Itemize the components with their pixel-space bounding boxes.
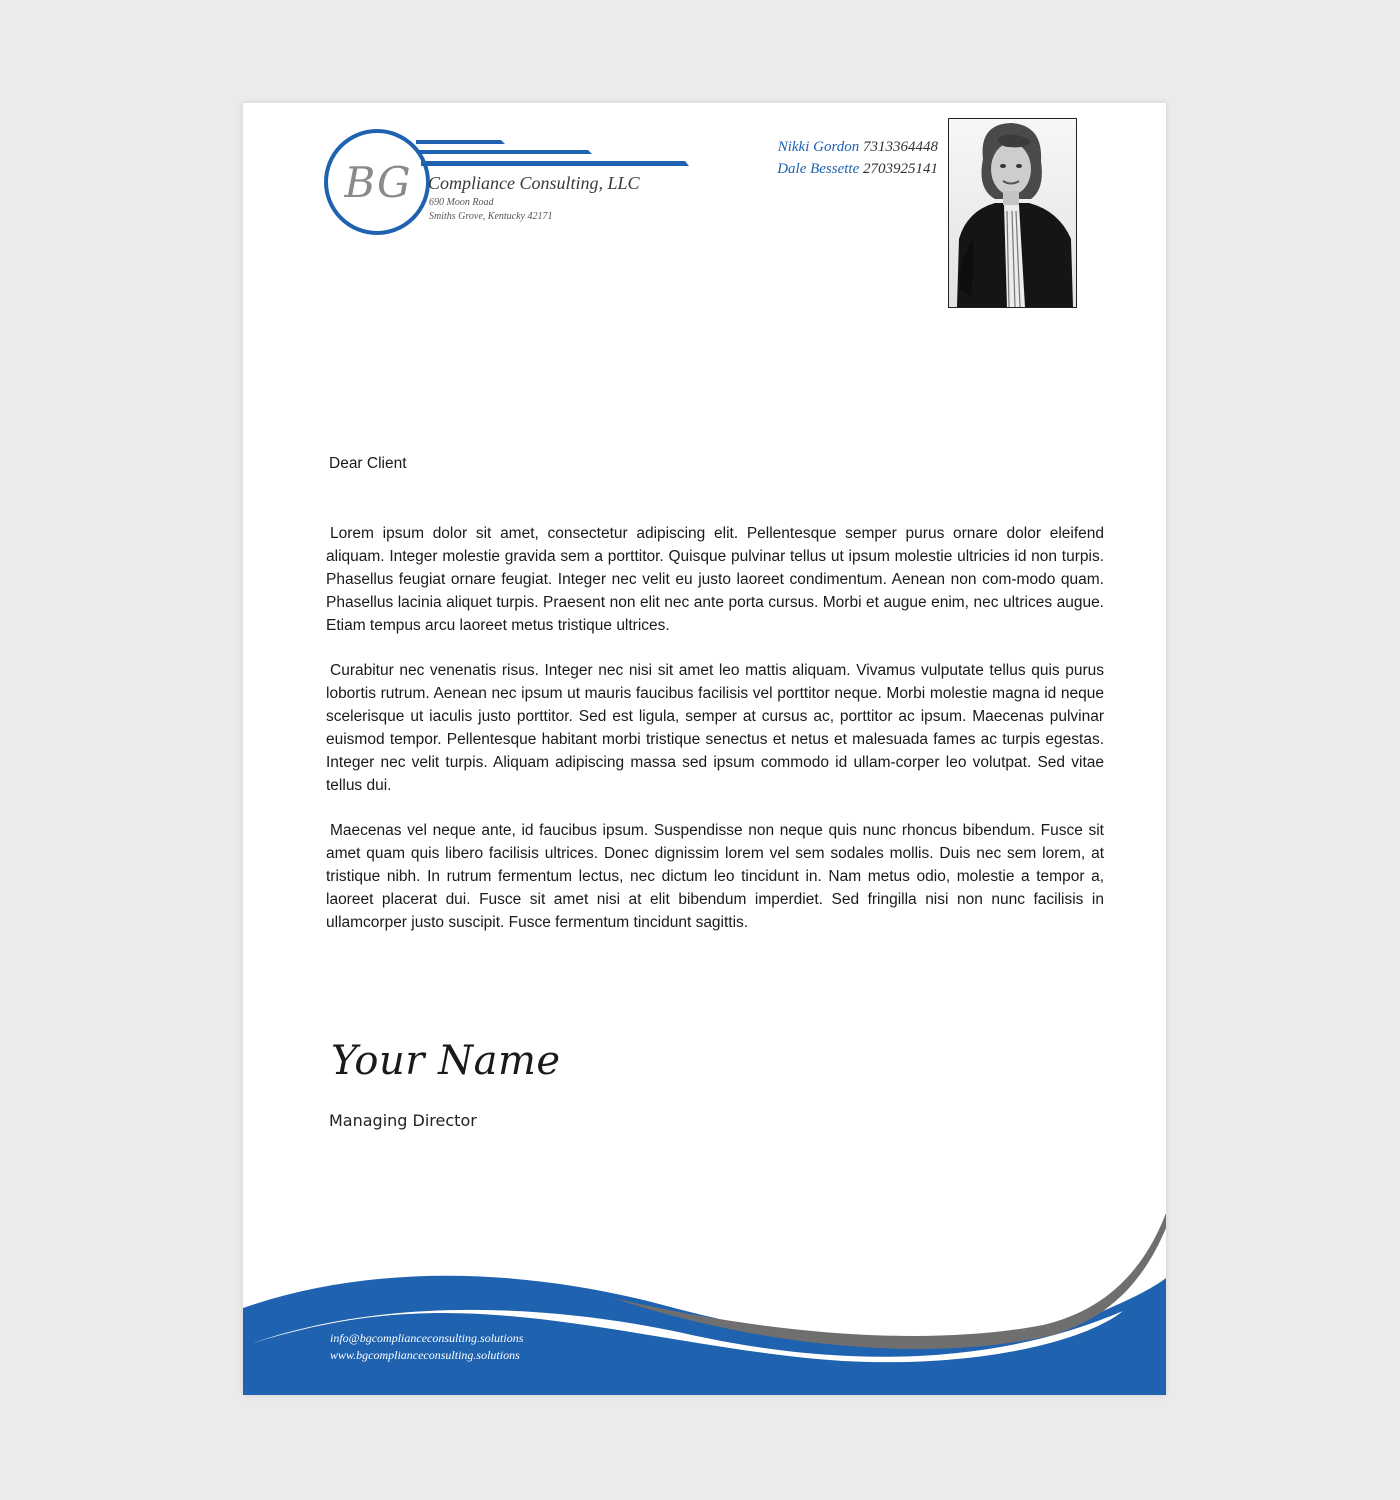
contact-row <box>777 158 938 180</box>
address-line-1: 690 Moon Road <box>429 197 494 208</box>
footer-wave <box>243 1193 1166 1395</box>
contact-name: Dale Bessette <box>777 161 860 177</box>
contact-phone: 7313364448 <box>863 139 938 155</box>
contact-phone: 2703925141 <box>863 161 938 177</box>
contact-row <box>777 136 938 158</box>
letter-greeting: Dear Client <box>329 455 407 472</box>
letter-paragraph: Curabitur nec venenatis risus. Integer nec nisi sit amet leo mattis aliquam. Vivamus vulputate tellus quis purus lobortis rutrum. Aenean nec ipsum ut mauris faucibus facilisis vel porttitor neque. Morbi molestie magna id neque scelerisque ut iaculis justo porttitor. Sed est ligula, semper at cursus ac, porttitor ac ipsum. Maecenas pulvinar euismod tempor. Pellentesque habitant morbi tristique senectus et netus et malesuada fames ac turpis egestas. Integer nec velit turpis. Aliquam adipiscing massa sed ipsum commodo id ullam-corper leo volutpat. Sed vitae tellus dui. <box>326 662 1104 794</box>
footer-website: www.bgcomplianceconsulting.solutions <box>330 1348 520 1362</box>
signature-title: Managing Director <box>329 1111 477 1130</box>
contact-list <box>777 136 938 180</box>
letter-paragraph: Lorem ipsum dolor sit amet, consectetur adipiscing elit. Pellentesque semper purus ornare dolor eleifend aliquam. Integer molestie gravida sem a porttitor. Quisque pulvinar tellus ut ipsum molestie ultricies id non turpis. Phasellus feugiat ornare feugiat. Integer nec velit eu justo laoreet condimentum. Aenean non com-modo quam. Phasellus lacinia aliquet turpis. Praesent non elit nec ante porta cursus. Morbi et augue enim, nec ultrices augue. Etiam tempus arcu laoreet metus tristique ultrices. <box>326 525 1104 634</box>
footer-email: info@bgcomplianceconsulting.solutions <box>330 1331 524 1345</box>
address-line-2: Smiths Grove, Kentucky 42171 <box>429 211 553 222</box>
company-name: Compliance Consulting, LLC <box>428 173 640 193</box>
contact-name: Nikki Gordon <box>777 139 860 155</box>
logo-monogram: BG <box>344 158 412 207</box>
signature: Your Name <box>331 1038 561 1084</box>
portrait-photo <box>948 118 1077 308</box>
letterhead-page <box>243 103 1166 1395</box>
letter-paragraph: Maecenas vel neque ante, id faucibus ipsum. Suspendisse non neque quis nunc rhoncus bibendum. Fusce sit amet quam quis libero facilisis ultrices. Donec dignissim lorem vel sem sodales mollis. Duis nec sem lorem, at tristique nibh. In rutrum fermentum lectus, nec dictum leo tincidunt in. Nam metus odio, molestie a tempor a, laoreet placerat dui. Fusce sit amet nisi at elit bibendum imperdiet. Sed fringilla nisi non nunc facilisis in ullamcorper justo suscipit. Fusce fermentum tincidunt sagittis. <box>326 822 1104 931</box>
portrait-illustration <box>949 119 1076 307</box>
